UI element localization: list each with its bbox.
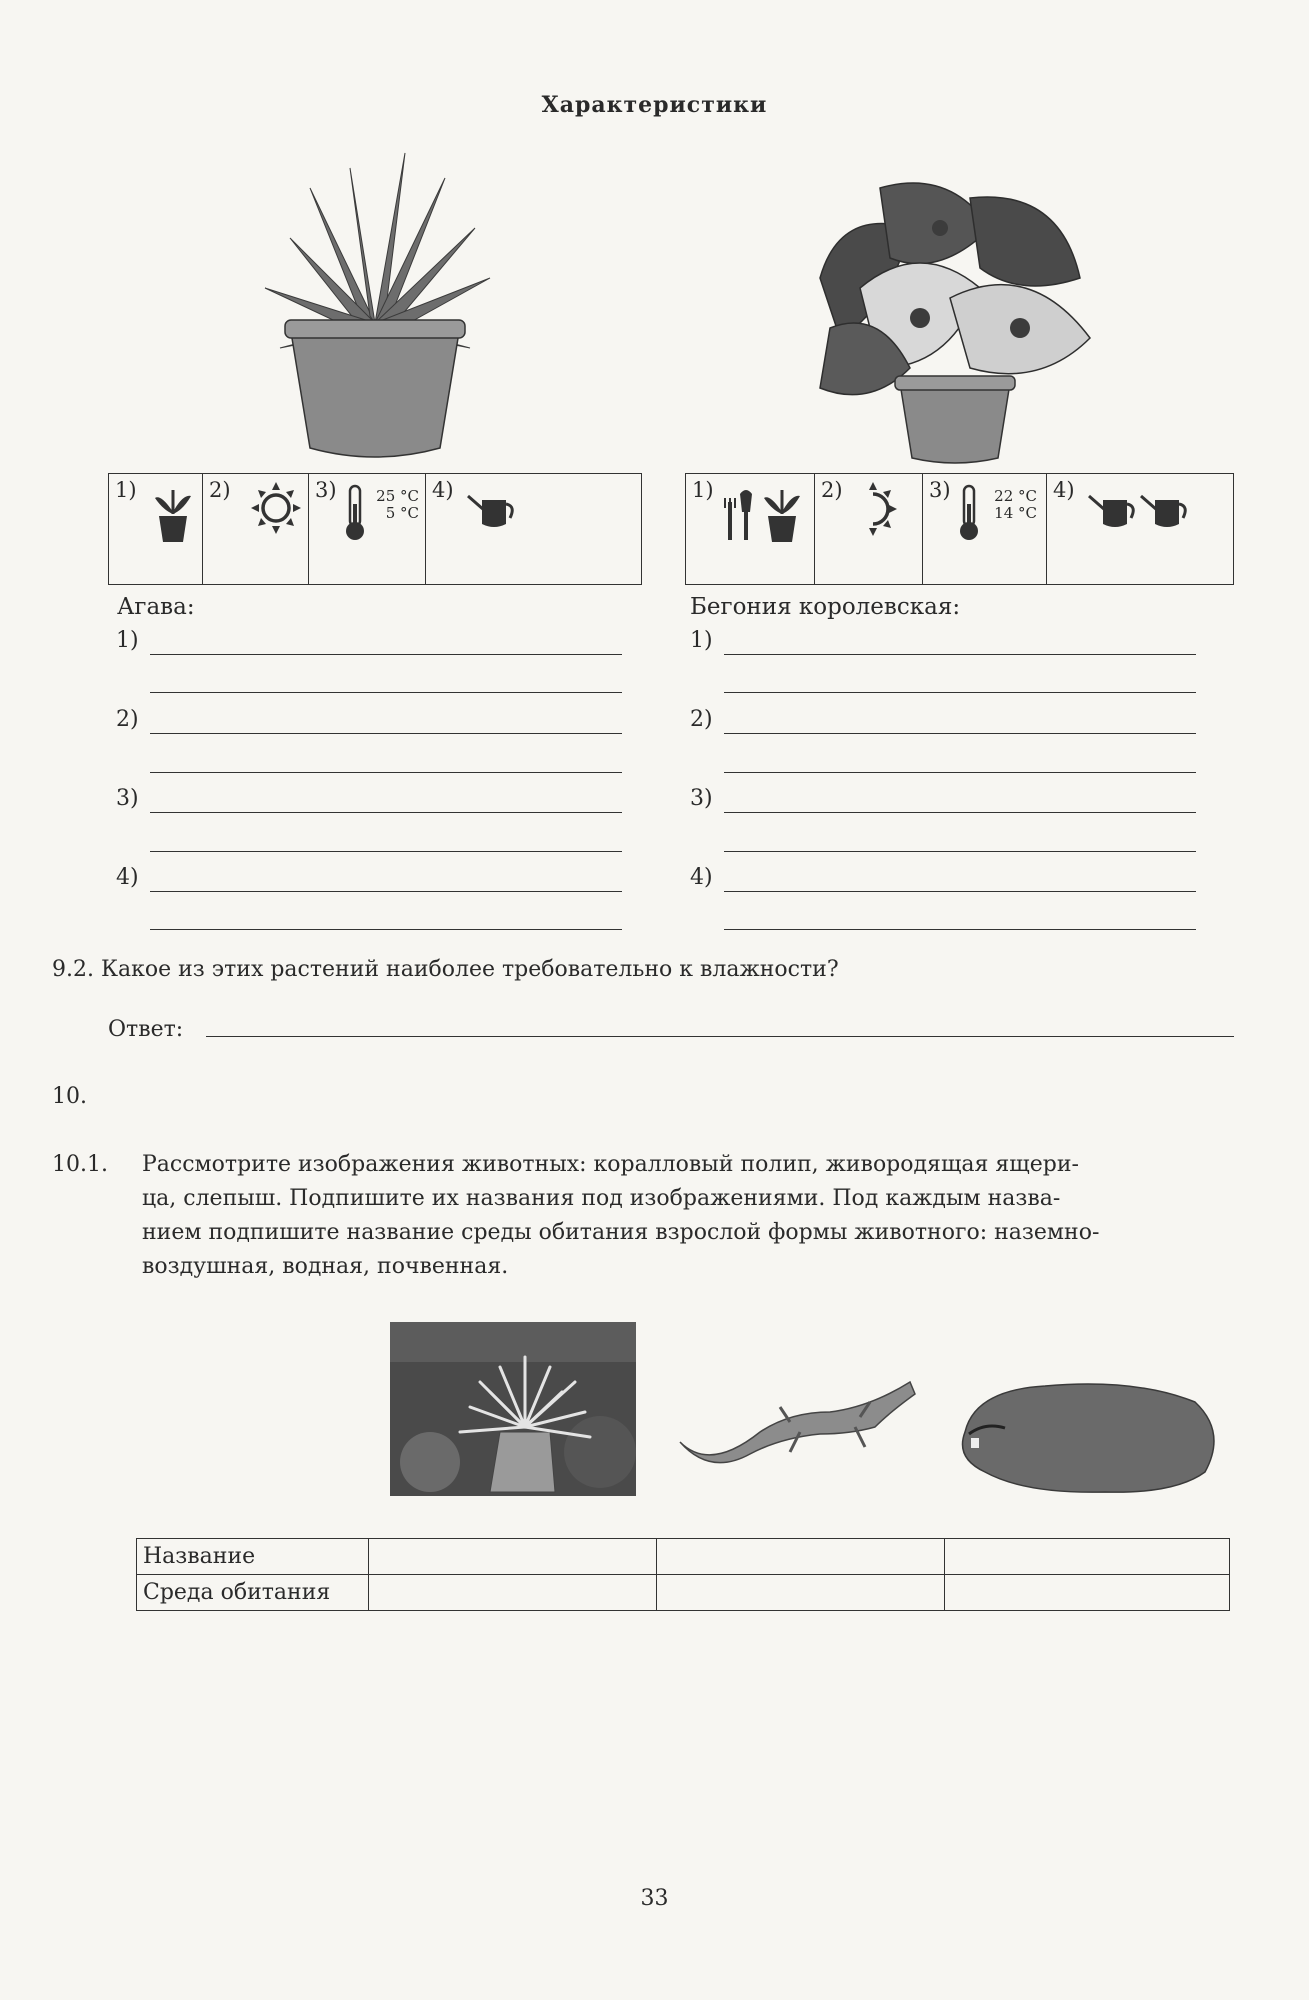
agave-answer-num-3: 3) <box>116 786 139 811</box>
begonia-answer-line-1a[interactable] <box>724 654 1196 655</box>
name-cell-1[interactable] <box>369 1539 657 1575</box>
agave-name: Агава: <box>117 594 195 620</box>
full-sun-icon <box>251 480 301 536</box>
agave-answer-line-4b[interactable] <box>150 929 622 930</box>
page-number: 33 <box>640 1886 669 1911</box>
agave-answer-num-2: 2) <box>116 707 139 732</box>
agave-answer-line-3a[interactable] <box>150 812 622 813</box>
question-9-2-number: 9.2. <box>52 957 94 982</box>
begonia-temp-high: 22 °C <box>994 487 1037 505</box>
agave-icon-cell-4: 4) <box>426 474 641 584</box>
begonia-answer-line-3a[interactable] <box>724 812 1196 813</box>
begonia-illustration <box>800 168 1100 468</box>
begonia-answer-num-2: 2) <box>690 707 713 732</box>
agave-icon-cell-2: 2) <box>203 474 309 584</box>
question-9-2 <box>52 953 839 987</box>
agave-answer-line-2b[interactable] <box>150 772 622 773</box>
half-sun-icon <box>859 480 899 538</box>
begonia-answer-num-4: 4) <box>690 865 713 890</box>
habitat-cell-1[interactable] <box>369 1575 657 1611</box>
question-10-1-text: Рассмотрите изображения животных: коралловый полип, живородящая ящери- ца, слепыш. Подпишите их названия под изображениями. Под каждым назва- нием подпишите название среды обитания взрослой формы животного: наземно- воздушная, водная, почвенная. <box>142 1152 1100 1279</box>
tools-and-plant-icon <box>724 484 806 544</box>
question-10-1-number: 10.1. <box>52 1152 108 1177</box>
begonia-icon-table <box>685 473 1234 585</box>
plant-in-pot-icon <box>151 484 195 544</box>
begonia-icon-cell-2: 2) <box>815 474 923 584</box>
begonia-answer-line-1b[interactable] <box>724 692 1196 693</box>
thermometer-icon <box>343 484 367 542</box>
two-watering-cans-icon <box>1087 486 1189 530</box>
table-row <box>137 1539 1230 1575</box>
begonia-answer-line-4b[interactable] <box>724 929 1196 930</box>
habitat-cell-2[interactable] <box>657 1575 945 1611</box>
name-cell-2[interactable] <box>657 1539 945 1575</box>
begonia-answer-line-4a[interactable] <box>724 891 1196 892</box>
begonia-name: Бегония королевская: <box>690 594 961 620</box>
agave-icon-table <box>108 473 642 585</box>
agave-answer-num-1: 1) <box>116 628 139 653</box>
agave-temp-high: 25 °C <box>376 487 419 505</box>
begonia-temp-low: 14 °C <box>994 504 1037 522</box>
agave-answer-line-3b[interactable] <box>150 851 622 852</box>
table-row <box>137 1575 1230 1611</box>
section-title: Характеристики <box>541 92 768 118</box>
agave-answer-num-4: 4) <box>116 865 139 890</box>
agave-icon-cell-3: 3) 25 °C 5 °C <box>309 474 426 584</box>
begonia-answer-line-2b[interactable] <box>724 772 1196 773</box>
begonia-answer-num-1: 1) <box>690 628 713 653</box>
question-9-2-text: Какое из этих растений наиболее требовательно к влажности? <box>100 957 839 982</box>
begonia-answer-num-3: 3) <box>690 786 713 811</box>
animal-table <box>136 1538 1230 1611</box>
row-label-name: Название <box>137 1539 369 1575</box>
begonia-icon-cell-1: 1) <box>686 474 815 584</box>
row-label-habitat: Среда обитания <box>137 1575 369 1611</box>
question-10-number: 10. <box>52 1084 87 1109</box>
agave-answer-line-4a[interactable] <box>150 891 622 892</box>
agave-temp-low: 5 °C <box>385 504 419 522</box>
begonia-icon-cell-4: 4) <box>1047 474 1233 584</box>
agave-icon-cell-1: 1) <box>109 474 203 584</box>
agave-answer-line-2a[interactable] <box>150 733 622 734</box>
lizard-illustration <box>670 1372 930 1472</box>
begonia-answer-line-3b[interactable] <box>724 851 1196 852</box>
watering-can-icon <box>466 486 516 530</box>
begonia-icon-cell-3: 3) 22 °C 14 °C <box>923 474 1047 584</box>
answer-label: Ответ: <box>108 1017 184 1042</box>
thermometer-icon <box>957 484 981 542</box>
agave-answer-line-1a[interactable] <box>150 654 622 655</box>
agave-illustration <box>250 148 500 466</box>
coral-polyp-photo <box>390 1322 636 1496</box>
name-cell-3[interactable] <box>945 1539 1230 1575</box>
begonia-answer-line-2a[interactable] <box>724 733 1196 734</box>
mole-rat-illustration <box>955 1372 1225 1500</box>
agave-answer-line-1b[interactable] <box>150 692 622 693</box>
habitat-cell-3[interactable] <box>945 1575 1230 1611</box>
answer-line[interactable] <box>206 1036 1234 1037</box>
